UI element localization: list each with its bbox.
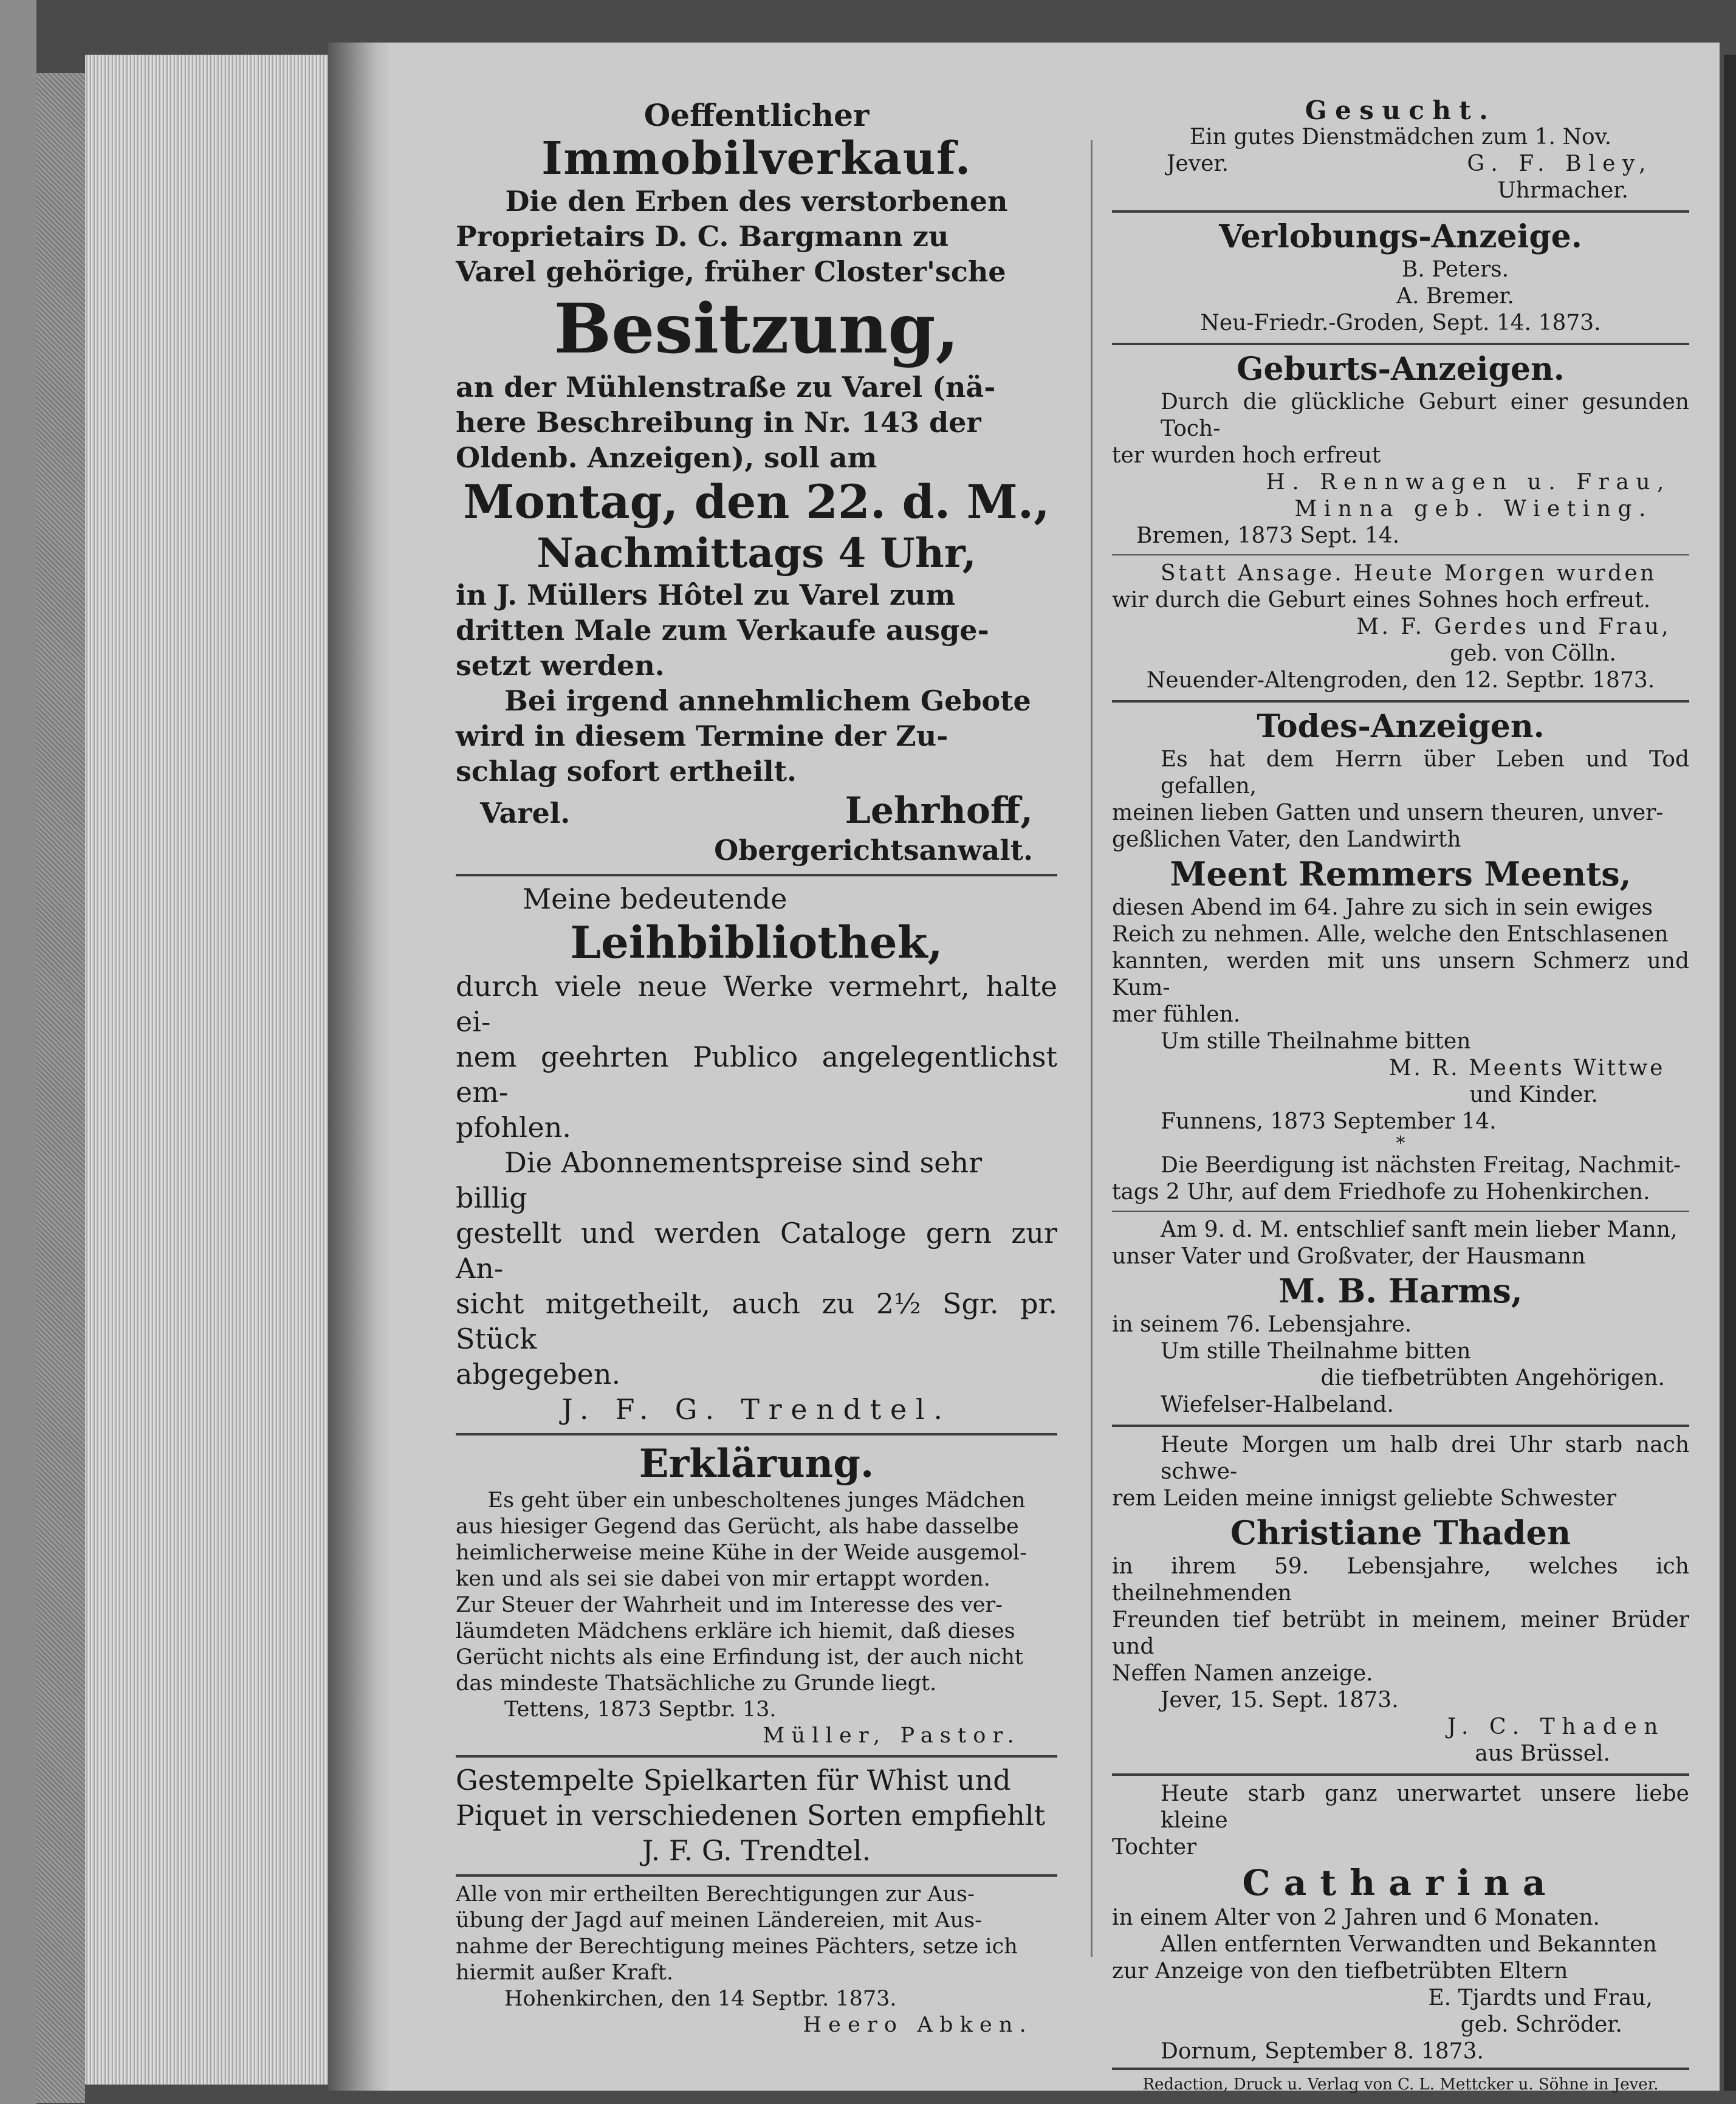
ad-line: heimlicherweise meine Kühe in der Weide ausgemol- [456, 1541, 1027, 1565]
todes-ad-2 [1112, 1217, 1689, 1418]
todes-ad-1 [1112, 707, 1689, 1206]
ad-name: M. F. Gerdes und Frau, [1356, 614, 1671, 639]
ad-pretitle: Oeffentlicher [643, 97, 870, 133]
divider [1112, 1425, 1689, 1427]
ad-name: geb. von Cölln. [1450, 641, 1616, 666]
ad-signature: und Kinder. [1469, 1082, 1598, 1107]
ad-place: Varel. [480, 797, 571, 830]
ad-signature: Lehrhoff, [845, 789, 1033, 832]
geburt-ad-1 [1112, 350, 1689, 549]
ad-place: Jever. [1167, 151, 1229, 176]
ad-signature-row [1112, 151, 1689, 177]
deceased-name: Christiane Thaden [1230, 1513, 1571, 1552]
ad-line: Gerücht nichts als eine Erfindung ist, der auch nicht [456, 1645, 1023, 1669]
ad-title: Geburts-Anzeigen. [1237, 351, 1565, 388]
ad-signature-title: Uhrmacher. [1497, 178, 1628, 203]
ad-line: meinen lieben Gatten und unsern theuren, unver- [1112, 800, 1664, 825]
ad-line: sicht mitgetheilt, auch zu 2½ Sgr. pr. Stück [456, 1287, 1057, 1355]
ad-line: das mindeste Thatsächliche zu Grunde liegt. [456, 1671, 937, 1696]
divider [1112, 700, 1689, 703]
ad-line: aus hiesiger Gegend das Gerücht, als habe dasselbe [456, 1514, 1019, 1539]
ad-signature: geb. Schröder. [1460, 2012, 1622, 2037]
ad-line: Ein gutes Dienstmädchen zum 1. Nov. [1189, 125, 1612, 150]
ad-line: Statt Ansage. Heute Morgen wurden [1161, 561, 1657, 586]
deceased-name: M. B. Harms, [1278, 1271, 1523, 1310]
ad-line: Proprietairs D. C. Bargmann zu [456, 220, 949, 253]
ad-line: here Beschreibung in Nr. 143 der [456, 406, 981, 439]
ad-line: Es geht über ein unbescholtenes junges Mädchen [487, 1488, 1026, 1513]
ad-line: Es hat dem Herrn über Leben und Tod gefallen, [1161, 747, 1689, 799]
gesucht-ad [1112, 97, 1689, 204]
ad-date: Hohenkirchen, den 14 Septbr. 1873. [504, 1987, 897, 2011]
divider [1112, 1211, 1689, 1212]
ad-line: Reich zu nehmen. Alle, welche den Entschlasenen [1112, 922, 1669, 947]
ad-title: Todes-Anzeigen. [1257, 708, 1545, 745]
divider [456, 1433, 1057, 1435]
ad-line: zur Anzeige von den tiefbetrübten Eltern [1112, 1959, 1568, 1984]
ad-line: unser Vater und Großvater, der Hausmann [1112, 1244, 1586, 1269]
ad-signature-row [456, 789, 1057, 833]
ad-name: H. Rennwagen u. Frau, [1266, 470, 1671, 495]
ad-line: Neffen Namen anzeige. [1112, 1661, 1373, 1686]
erklaerung-ad [456, 1440, 1057, 1749]
divider [456, 1755, 1057, 1758]
spielkarten-ad [456, 1762, 1057, 1868]
ad-line: nahme der Berechtigung meines Pächters, setze ich [456, 1934, 1018, 1959]
ad-intro: Meine bedeutende [523, 882, 787, 915]
ad-place: Neu-Friedr.-Groden, Sept. 14. 1873. [1200, 311, 1601, 335]
ad-line: Allen entfernten Verwandten und Bekannten [1161, 1932, 1657, 1957]
divider [456, 1874, 1057, 1877]
ad-time-heading: Nachmittags 4 Uhr, [537, 529, 976, 577]
ad-line: ken und als sei sie dabei von mir ertappt worden. [456, 1567, 990, 1591]
ad-line: diesen Abend im 64. Jahre zu sich in sein ewiges [1112, 895, 1653, 920]
ad-signature: E. Tjardts und Frau, [1428, 1985, 1653, 2010]
ad-line: Bei irgend annehmlichem Gebote [504, 684, 1031, 717]
ad-line: Heute Morgen um halb drei Uhr starb nach schwe- [1161, 1432, 1689, 1484]
ad-line: Am 9. d. M. entschlief sanft mein lieber Mann, [1161, 1217, 1678, 1242]
ad-date: Dornum, September 8. 1873. [1161, 2039, 1484, 2064]
book-edge-left [0, 0, 36, 2104]
ad-line: Oldenb. Anzeigen), soll am [456, 441, 877, 474]
ad-heading: Besitzung, [554, 289, 959, 369]
ad-signature: J. C. Thaden [1447, 1714, 1665, 1739]
ad-line: hiermit außer Kraft. [456, 1961, 673, 1985]
todes-ad-3 [1112, 1432, 1689, 1767]
ad-signature: Heero Abken. [803, 2013, 1033, 2037]
ad-date: Tettens, 1873 Septbr. 13. [504, 1697, 777, 1722]
book-edge-right [1724, 55, 1736, 2091]
divider [1112, 343, 1689, 345]
ad-signature: die tiefbetrübten Angehörigen. [1320, 1366, 1665, 1391]
ad-line: Gestempelte Spielkarten für Whist und [456, 1764, 1011, 1796]
deceased-name: Meent Remmers Meents, [1170, 854, 1631, 893]
ad-line: Freunden tief betrübt in meinem, meiner Brüder und [1112, 1607, 1689, 1659]
book-cover-edge [36, 73, 85, 2103]
todes-ad-4 [1112, 1781, 1689, 2065]
ad-title: Gesucht. [1305, 95, 1497, 125]
divider [1112, 554, 1689, 555]
ad-line: schlag sofort ertheilt. [456, 755, 797, 788]
ad-line: in ihrem 59. Lebensjahre, welches ich theilnehmenden [1112, 1554, 1689, 1606]
ad-signature: Müller, Pastor. [763, 1724, 1021, 1748]
ad-date-heading: Montag, den 22. d. M., [463, 475, 1050, 529]
ad-title: Leihbibliothek, [570, 916, 943, 968]
ad-place: Wiefelser-Halbeland. [1161, 1392, 1394, 1417]
ad-line: in seinem 76. Lebensjahre. [1112, 1312, 1412, 1337]
ad-line: geßlichen Vater, den Landwirth [1112, 827, 1461, 852]
ad-line: pfohlen. [456, 1111, 571, 1144]
ad-line: Alle von mir ertheilten Berechtigungen zur Aus- [456, 1882, 975, 1906]
ad-line: Um stille Theilnahme bitten [1161, 1029, 1471, 1054]
ad-date: Bremen, 1873 Sept. 14. [1136, 523, 1400, 548]
leihbibliothek-ad [456, 881, 1057, 1427]
ad-line: Varel gehörige, früher Closter'sche [456, 255, 1006, 288]
ad-title: Erklärung. [639, 1441, 874, 1487]
ad-line: wir durch die Geburt eines Sohnes hoch erfreut. [1112, 588, 1651, 613]
ad-date: Funnens, 1873 September 14. [1161, 1109, 1497, 1134]
ad-line: Die Beerdigung ist nächsten Freitag, Nachmit- [1161, 1153, 1681, 1178]
ad-line: Tochter [1112, 1835, 1197, 1860]
ad-signature: J. F. G. Trendtel. [561, 1393, 952, 1426]
verlobung-ad [1112, 218, 1689, 337]
asterisk-ornament: * [1396, 1133, 1405, 1154]
book-gutter [328, 43, 395, 2091]
ad-signature: M. R. Meents Wittwe [1388, 1056, 1665, 1081]
ad-line: Zur Steuer der Wahrheit und im Interesse des ver- [456, 1593, 1003, 1617]
ad-name: Minna geb. Wieting. [1294, 497, 1653, 521]
ad-line: übung der Jagd auf meinen Ländereien, mit Aus- [456, 1908, 982, 1933]
ad-line: setzt werden. [456, 649, 665, 682]
ad-line: nem geehrten Publico angelegentlichst em- [456, 1040, 1057, 1109]
ad-line: gestellt und werden Cataloge gern zur An- [456, 1217, 1057, 1285]
jagd-ad [456, 1882, 1057, 2038]
ad-line: dritten Male zum Verkaufe ausge- [456, 614, 989, 647]
right-column [1112, 97, 1689, 2094]
divider [1112, 210, 1689, 213]
ad-signature: J. F. G. Trendtel. [642, 1834, 871, 1867]
ad-title: Verlobungs-Anzeige. [1219, 218, 1582, 255]
ad-line: an der Mühlenstraße zu Varel (nä- [456, 371, 996, 404]
ad-line: in einem Alter von 2 Jahren und 6 Monaten. [1112, 1905, 1600, 1930]
ad-line: Piquet in verschiedenen Sorten empfiehlt [456, 1799, 1046, 1832]
ad-line: läumdeten Mädchens erkläre ich hiemit, daß dieses [456, 1619, 1015, 1643]
ad-date: Jever, 15. Sept. 1873. [1161, 1688, 1399, 1713]
divider [456, 874, 1057, 876]
ad-line: wird in diesem Termine der Zu- [456, 720, 949, 752]
immobilverkauf-ad [456, 97, 1057, 868]
ad-line: rem Leiden meine innigst geliebte Schwester [1112, 1486, 1617, 1511]
ad-line: Heute starb ganz unerwartet unsere liebe kleine [1161, 1781, 1689, 1833]
ad-line: kannten, werden mit uns unsern Schmerz und Kum- [1112, 949, 1689, 1000]
ad-title: Immobilverkauf. [541, 132, 972, 185]
column-divider [1091, 140, 1093, 1957]
page-stack [85, 55, 355, 2085]
ad-line: durch viele neue Werke vermehrt, halte ei- [456, 970, 1057, 1038]
ad-line: Um stille Theilnahme bitten [1161, 1339, 1471, 1364]
ad-name: B. Peters. [1401, 257, 1509, 282]
left-column [456, 97, 1057, 2038]
ad-signature: aus Brüssel. [1475, 1741, 1610, 1766]
ad-line: Die den Erben des verstorbenen [505, 185, 1008, 218]
ad-line: mer fühlen. [1112, 1002, 1241, 1027]
ad-line: ter wurden hoch erfreut [1112, 443, 1381, 468]
ad-date: Neuender-Altengroden, den 12. Septbr. 1873. [1146, 668, 1655, 693]
ad-signature-title: Obergerichtsanwalt. [714, 834, 1033, 867]
ad-signature: G. F. Bley, [1467, 151, 1653, 176]
deceased-name: Catharina [1242, 1862, 1559, 1903]
ad-line: in J. Müllers Hôtel zu Varel zum [456, 579, 956, 611]
ad-line: abgegeben. [456, 1358, 621, 1391]
ad-name: A. Bremer. [1396, 284, 1514, 309]
divider [1112, 2068, 1689, 2070]
ad-line: Die Abonnementspreise sind sehr billig [456, 1146, 983, 1214]
geburt-ad-2 [1112, 560, 1689, 694]
ad-line: Durch die glückliche Geburt einer gesunden Toch- [1161, 390, 1689, 441]
imprint: Redaction, Druck u. Verlag von C. L. Mettcker u. Söhne in Jever. [1142, 2075, 1659, 2094]
ad-line: tags 2 Uhr, auf dem Friedhofe zu Hohenkirchen. [1112, 1180, 1650, 1205]
divider [1112, 1773, 1689, 1776]
